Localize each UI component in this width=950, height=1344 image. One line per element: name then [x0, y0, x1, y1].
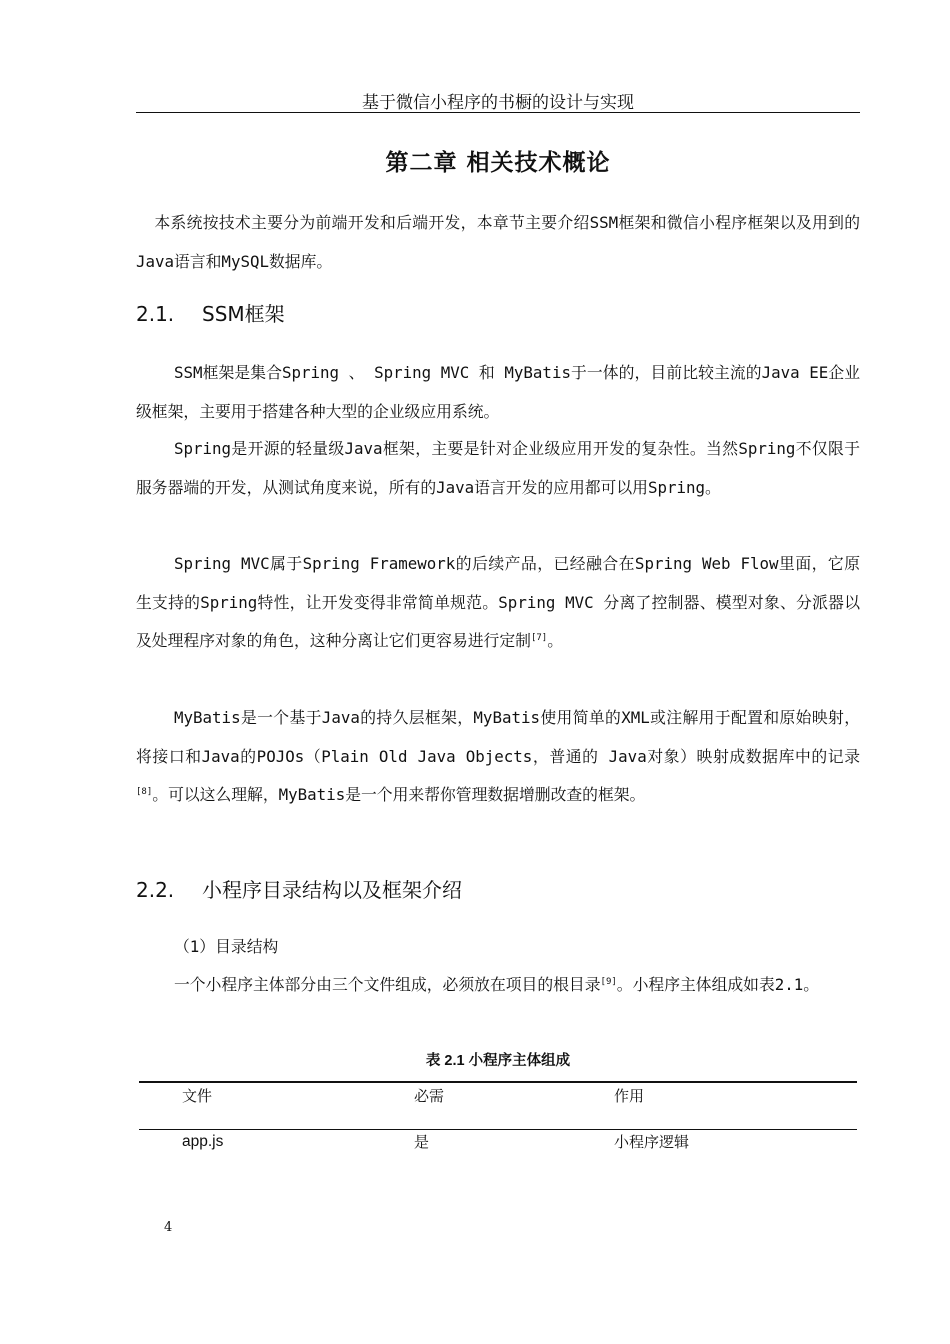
section-number: 2.2. [136, 878, 175, 902]
paragraph-text: 一个小程序主体部分由三个文件组成，必须放在项目的根目录 [174, 975, 601, 994]
paragraph-text: MyBatis是一个基于Java的持久层框架，MyBatis使用简单的XML或注解用于配置和原始映射，将接口和Java的POJOs（Plain Old Java Objects，普通的 Java对象）映射成数据库中的记录 [136, 708, 860, 766]
section-title: 小程序目录结构以及框架介绍 [202, 878, 462, 902]
section-2-2-heading [136, 876, 462, 904]
subheading-text: （1）目录结构 [174, 937, 279, 956]
table-cell-purpose: 小程序逻辑 [614, 1133, 690, 1151]
paragraph-text-cont: 。小程序主体组成如表2.1。 [616, 975, 820, 994]
citation-ref: [9] [600, 977, 617, 987]
ssm-paragraph-3 [136, 545, 860, 661]
table-header-purpose: 作用 [614, 1087, 645, 1105]
ssm-paragraph-1 [136, 354, 860, 431]
citation-ref: [8] [136, 787, 153, 797]
intro-paragraph [136, 204, 860, 281]
header-rule [136, 112, 860, 113]
table-cell-required: 是 [414, 1133, 430, 1151]
section-number: 2.1. [136, 302, 175, 326]
paragraph-text: SSM框架是集合Spring 、 Spring MVC 和 MyBatis于一体的，目前比较主流的Java EE企业级框架，主要用于搭建各种大型的企业级应用系统。 [136, 363, 860, 421]
ssm-paragraph-4 [136, 699, 860, 815]
section-title: SSM框架 [202, 302, 285, 326]
chapter-title: 第二章 相关技术概论 [385, 150, 611, 176]
intro-text: 本系统按技术主要分为前端开发和后端开发，本章节主要介绍SSM框架和微信小程序框架以及用到的Java语言和MySQL数据库。 [136, 213, 860, 271]
table-cell-file: app.js [182, 1133, 224, 1150]
ssm-paragraph-2 [136, 430, 860, 507]
paragraph-text-cont: 。可以这么理解，MyBatis是一个用来帮你管理数据增删改查的框架。 [152, 785, 646, 804]
table-top-rule [139, 1081, 857, 1083]
table-mid-rule [139, 1129, 857, 1130]
paragraph-end: 。 [547, 631, 564, 650]
running-header: 基于微信小程序的书橱的设计与实现 [362, 93, 634, 113]
miniprogram-paragraph-1 [136, 966, 860, 1005]
table-caption: 表 2.1 小程序主体组成 [425, 1053, 571, 1069]
subheading-directory [136, 928, 860, 967]
citation-ref: [7] [530, 633, 548, 643]
table-header-file: 文件 [182, 1087, 213, 1105]
paragraph-text: Spring是开源的轻量级Java框架，主要是针对企业级应用开发的复杂性。当然Spring不仅限于服务器端的开发，从测试角度来说，所有的Java语言开发的应用都可以用Spring。 [136, 439, 860, 497]
section-2-1-heading [136, 300, 285, 328]
page-number: 4 [164, 1220, 173, 1235]
paragraph-text: Spring MVC属于Spring Framework的后续产品，已经融合在Spring Web Flow里面，它原生支持的Spring特性，让开发变得非常简单规范。Spring MVC 分离了控制器、模型对象、分派器以及处理程序对象的角色，这种分离让它们更容易进行定制 [136, 554, 860, 650]
table-header-required: 必需 [414, 1087, 445, 1105]
